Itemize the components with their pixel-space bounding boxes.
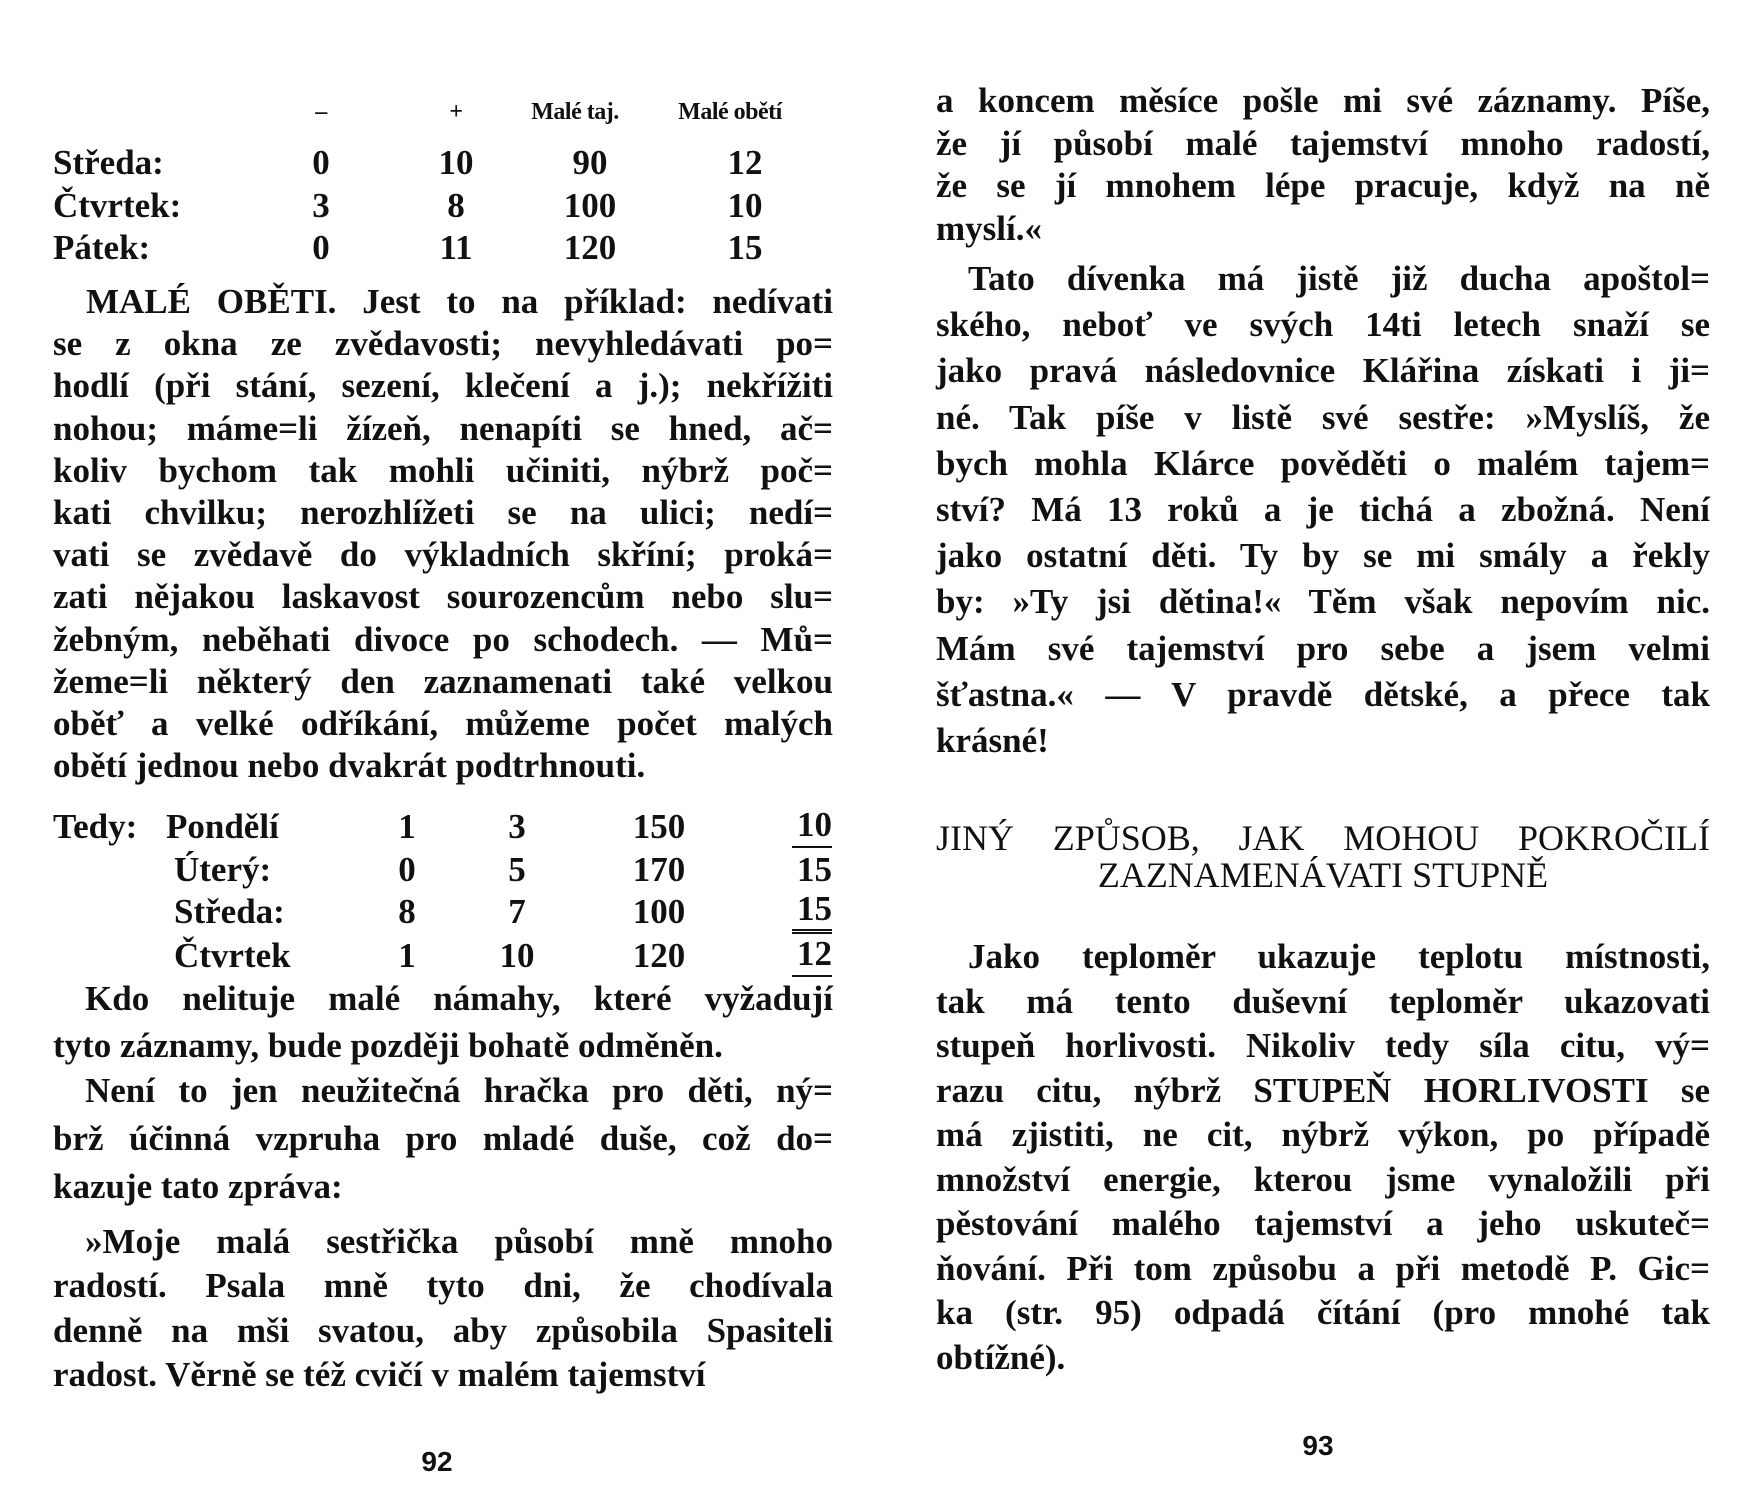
paragraph-line: se z okna ze zvědavosti; nevyhledávati po= [53, 324, 833, 364]
paragraph-line: oběť a velké odříkání, můžeme počet malých [53, 704, 833, 743]
paragraph-line: má zjistiti, ne cit, nýbrž výkon, po případě [936, 1115, 1710, 1154]
paragraph-line: ka (str. 95) odpadá čítání (pro mnohé tak [936, 1293, 1710, 1332]
table-cell: 12 [727, 143, 763, 182]
paragraph-line: krásné! [936, 721, 1049, 760]
table-cell: 1 [398, 807, 416, 846]
paragraph-line: zati nějakou laskavost sourozencům nebo slu= [53, 577, 833, 617]
table-cell: 120 [563, 228, 617, 267]
paragraph-line: pěstování malého tajemství a jeho uskuteč= [936, 1204, 1710, 1243]
table-cell: 90 [572, 143, 608, 182]
paragraph-line: koliv bychom tak mohli učiniti, nýbrž poč= [53, 450, 833, 490]
table-cell: 120 [632, 936, 686, 975]
table-row-label: Středa: [174, 892, 285, 931]
table-cell: 10 [727, 186, 763, 225]
paragraph-line: denně na mši svatou, aby způsobila Spasiteli [53, 1310, 833, 1350]
paragraph-line: Jako teploměr ukazuje teplotu místnosti, [968, 937, 1710, 976]
table-cell-total: 15 [792, 889, 832, 934]
table-cell-total: 15 [797, 850, 832, 889]
table-cell: 7 [508, 892, 526, 931]
table-cell: 0 [398, 850, 416, 889]
paragraph-line: bych mohla Klárce pověděti o malém tajem= [936, 443, 1710, 483]
table-row-label: Čtvrtek [174, 936, 291, 975]
table-row-label: Úterý: [174, 850, 272, 889]
table-cell: 11 [439, 228, 473, 267]
paragraph-line: množství energie, kterou jsme vynaložili při [936, 1159, 1710, 1199]
table-header-cell: Malé taj. [531, 99, 619, 125]
paragraph-line: brž účinná vzpruha pro mladé duše, což do= [53, 1119, 833, 1158]
paragraph-line: ství? Má 13 roků a je tichá a zbožná. Není [936, 490, 1710, 529]
section-heading-line: ZAZNAMENÁVATI STUPNĚ [1097, 855, 1549, 895]
paragraph-line: jako pravá následovnice Klářina získati i ji= [936, 351, 1710, 391]
paragraph-line: »Moje malá sestřička působí mně mnoho [85, 1222, 833, 1261]
paragraph-line: nohou; máme=li žízeň, nenapíti se hned, ač= [53, 408, 833, 448]
paragraph-line: kati chvilku; nerozhlížeti se na ulici; nedí= [53, 493, 833, 532]
paragraph-line: Mám své tajemství pro sebe a jsem velmi [936, 628, 1710, 668]
paragraph-line: šťastna.« — V pravdě dětské, a přece tak [936, 674, 1710, 714]
paragraph-line: razu citu, nýbrž STUPEŇ HORLIVOSTI se [936, 1070, 1710, 1110]
paragraph-line: radostí. Psala mně tyto dni, že chodívala [53, 1266, 833, 1306]
table-row-label: Čtvrtek: [53, 186, 182, 225]
paragraph-line: Kdo nelituje malé námahy, které vyžadují [85, 979, 833, 1018]
page-number-left: 92 [421, 1446, 453, 1477]
table-cell: 100 [632, 892, 686, 931]
paragraph-line: že jí působí malé tajemství mnoho radostí, [936, 123, 1710, 163]
paragraph-line: kazuje tato zpráva: [53, 1167, 343, 1206]
table-row-label: Pondělí [166, 807, 279, 846]
table-cell: 170 [632, 850, 686, 889]
paragraph-line: a koncem měsíce pošle mi své záznamy. Píše, [936, 81, 1710, 120]
table-cell: 1 [398, 936, 416, 975]
paragraph-line: Není to jen neužitečná hračka pro děti, ný= [85, 1071, 833, 1110]
paragraph-line: tak má tento duševní teploměr ukazovati [936, 981, 1710, 1021]
paragraph-line: hodlí (při stání, sezení, klečení a j.); nekřížiti [53, 366, 833, 406]
paragraph-line: Tato dívenka má jistě již ducha apoštol= [968, 259, 1710, 298]
paragraph-line: né. Tak píše v listě své sestře: »Myslíš, že [936, 397, 1710, 437]
table-header-cell: – [315, 99, 327, 125]
paragraph-line: obtížné). [936, 1337, 1066, 1377]
paragraph-line: že se jí mnohem lépe pracuje, když na ně [936, 166, 1710, 205]
page-number-right: 93 [1302, 1430, 1334, 1461]
table-cell: 10 [499, 936, 535, 975]
table-row-label: Pátek: [53, 228, 151, 267]
paragraph-line: tyto záznamy, bude později bohatě odměněn. [53, 1026, 723, 1065]
paragraph-line: MALÉ OBĚTI. Jest to na příklad: nedívati [86, 282, 833, 321]
paragraph-line: by: »Ty jsi dětina!« Těm však nepovím nic. [936, 582, 1710, 622]
table-lead: Tedy: [53, 807, 138, 846]
section-heading-line: JINÝ ZPŮSOB, JAK MOHOU POKROČILÍ [936, 818, 1710, 858]
paragraph-line: ského, neboť ve svých 14ti letech snaží se [936, 305, 1710, 345]
paragraph-line: myslí.« [936, 208, 1042, 248]
table-cell: 3 [508, 807, 526, 846]
table-cell: 8 [398, 892, 416, 931]
table-header-cell: Malé obětí [678, 99, 782, 125]
table-cell: 0 [312, 143, 330, 182]
table-cell: 8 [447, 186, 465, 225]
paragraph-line: ňování. Při tom způsobu a při metodě P. Gic= [936, 1248, 1710, 1288]
table-cell: 10 [438, 143, 474, 182]
paragraph-line: žeme=li některý den zaznamenati také velkou [53, 661, 833, 701]
paragraph-line: žebným, neběhati divoce po schodech. — Mů= [53, 619, 833, 659]
table-cell: 5 [508, 850, 526, 889]
table-cell: 0 [312, 228, 330, 267]
table-cell: 100 [563, 186, 617, 225]
table-cell: 3 [312, 186, 330, 225]
paragraph-line: jako ostatní děti. Ty by se mi smály a řekly [936, 536, 1710, 576]
paragraph-line: radost. Věrně se též cvičí v malém tajemství [53, 1354, 706, 1394]
table-cell: 15 [727, 228, 763, 267]
table-cell-total: 10 [792, 804, 832, 848]
table-header-cell: + [449, 99, 463, 125]
paragraph-line: stupeň horlivosti. Nikoliv tedy síla citu, vý= [936, 1026, 1710, 1065]
paragraph-line: obětí jednou nebo dvakrát podtrhnouti. [53, 746, 646, 786]
table-cell: 150 [632, 807, 686, 846]
table-row-label: Středa: [53, 143, 164, 182]
table-cell-total: 12 [792, 933, 832, 977]
paragraph-line: vati se zvědavě do výkladních skříní; proká= [53, 535, 833, 575]
